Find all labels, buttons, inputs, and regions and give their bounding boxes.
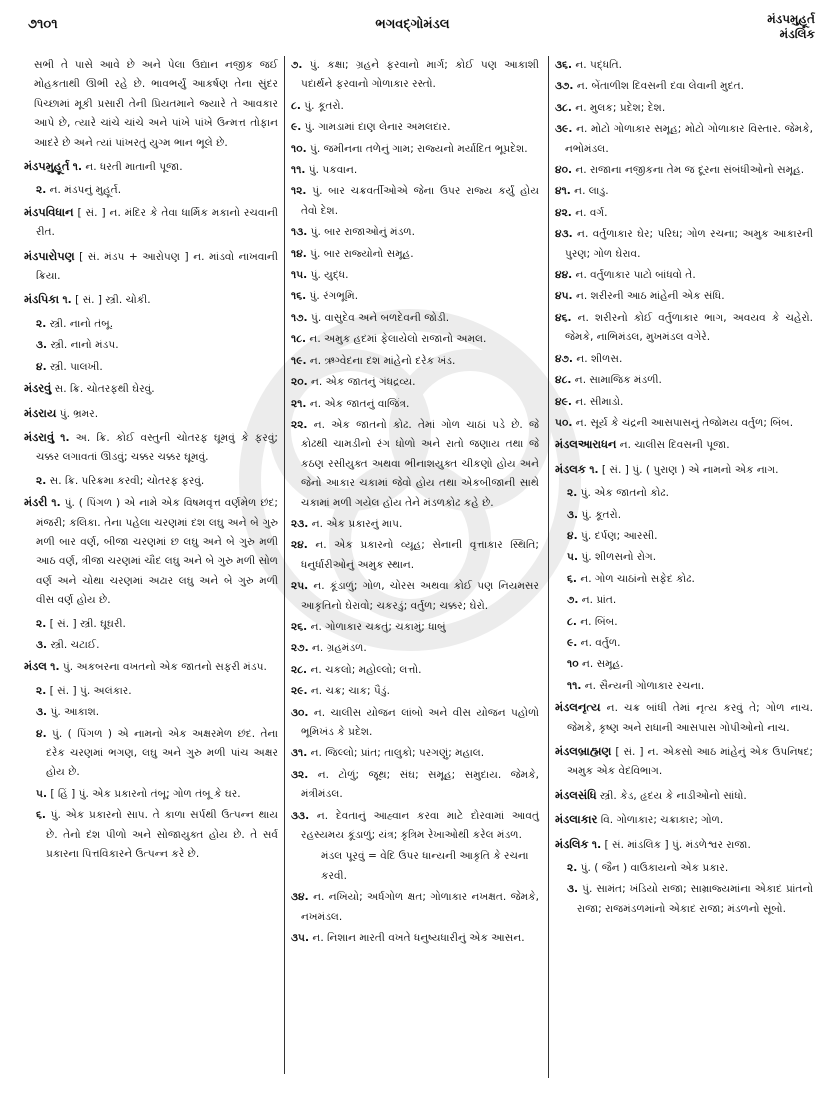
sense	[555, 182, 813, 201]
sense	[36, 725, 278, 783]
sense	[567, 859, 813, 878]
sense-text: [ સં. ] સ્ત્રી. ઘૂઘરી.	[49, 617, 126, 630]
sense-number: ૪.	[567, 529, 578, 542]
sense	[291, 395, 539, 414]
sense	[555, 225, 813, 264]
sense	[291, 536, 539, 575]
sense-text: પું. સામંત; ખંડિયો રાજા; સામ્રાજ્યમાંના એકાદ પ્રાંતનો રાજા; રાજમંડળમાંનો એકાદ રાજા; મંડળનો સૂબો.	[577, 883, 813, 915]
sense-text: ન. વર્તુળ.	[580, 636, 621, 649]
sense-number: ૪.	[36, 360, 47, 373]
sense-number: ૨૯.	[291, 685, 308, 698]
sense-number: ૪૯.	[555, 395, 572, 408]
sense-number: ૪૦.	[555, 164, 572, 177]
sense-text: ન. બેંતાળીશ દિવસની દવા લેવાની મુદત.	[576, 80, 744, 93]
sense-number: ૨૨.	[291, 418, 308, 431]
sense-number: ૪૪.	[555, 269, 573, 282]
sense	[291, 577, 539, 616]
sense-text: પું. આકાશ.	[50, 706, 100, 719]
sense	[36, 703, 278, 722]
sense-text: [ સં. ] પું. અલંકાર.	[49, 684, 132, 697]
sense-text: ન. જિલ્લો; પ્રાંત; તાલુકો; પરગણું; મહાલ.	[310, 747, 485, 760]
sense-number: ૨૫.	[291, 580, 309, 593]
sense-text: ન. શરીરનો કોઈ વર્તુળાકાર ભાગ, અવયવ કે ચહેરો. જેમકે, નાભિમંડલ, મુખમંડલ વગેરે.	[565, 311, 813, 344]
sense-text: ન. સમૂહ.	[581, 658, 624, 671]
usage-note: મંડલ પૂરવું = વેદિ ઉપર ધાન્યની આકૃતિ કે રચના કરવી.	[321, 850, 529, 882]
sense-number: ૬.	[36, 809, 46, 822]
entry-headline	[24, 493, 278, 610]
sense-number: ૧.	[51, 497, 61, 510]
sense-number: ૧૨.	[291, 185, 307, 198]
sense-text: ન. નખિયો; અર્ધગોળ ક્ષત; ગોળાકાર નખક્ષત. જેમકે, નખમંડલ.	[301, 891, 539, 923]
sense-text: ન. સીમાડો.	[575, 395, 624, 408]
sense	[36, 336, 278, 355]
sense-text: પું. દર્પણ; આરસી.	[580, 529, 658, 542]
sense	[291, 807, 539, 846]
sense-text: પું. ( પિંગળ ) એ નામનો એક અક્ષરમેળ છંદ. તેના દરેક ચરણમાં ભગણ, લઘુ અને ગુરુ મળી પાંચ અક્ષર હોય છે.	[46, 727, 278, 779]
headword: મંડલ	[24, 659, 47, 674]
entry-headline	[24, 157, 278, 177]
sense	[36, 806, 278, 864]
sense-number: ૨૮.	[291, 663, 308, 676]
sense-text: પું. બાર રાજાઓનું મંડળ.	[310, 226, 416, 239]
sense	[291, 287, 539, 306]
sense-text: ન. એક જાતનો કોઢ. તેમાં ગોળ ચાઠાં પડે છે. જે કોઢથી ચામડીનો રંગ ધોળો અને રાતો જણાય તથા જે કઠણ રસીયુક્ત અથવા ભીનાશયુક્ત ચીકણો હોય અને જેનો આકાર ચકામાં જેવો હોય તથા એકબીજાની સાથે ચકામાં મળી ગયેલ હોય તેને મંડળકોઢ કહે છે.	[301, 418, 540, 509]
sense	[291, 352, 539, 371]
sense	[291, 223, 539, 242]
sense-text: પું. કક્ષા; ગ્રહને ફરવાનો માર્ગ; કોઈ પણ આકાશી પદાર્થને ફરવાનો ગોળાકાર રસ્તો.	[301, 59, 539, 91]
sense-text: પું. ભ્રમર.	[59, 407, 99, 420]
entry-headline	[555, 835, 813, 855]
sense-text: ન. લાડુ.	[574, 185, 609, 198]
sense-number: ૧.	[62, 294, 72, 307]
headword: મંડલાકાર	[555, 812, 598, 827]
sense	[36, 472, 278, 491]
sense	[291, 744, 539, 763]
sense-number: ૮.	[567, 615, 577, 628]
sense-text: પું. કૂતરો.	[581, 508, 622, 521]
sense-text: પું. શીળસનો રોગ.	[581, 551, 657, 564]
sense-number: ૩૯.	[555, 123, 573, 136]
sense-number: ૩૦.	[291, 706, 309, 719]
sense-number: ૪૭.	[555, 352, 573, 365]
sense-text: ન. વર્તુળાકાર ઘેર; પરિઘ; ગોળ રચના; અમુક આકારની પુરણ; ગોળ ઘેરાવ.	[565, 228, 813, 260]
sense-number: ૧૧.	[291, 164, 306, 177]
sense-number: ૫૦.	[555, 416, 573, 429]
sense	[555, 99, 813, 118]
dictionary-columns	[0, 56, 825, 1086]
sense-text: પું. બાર રાજ્યોનો સમૂહ.	[310, 247, 414, 260]
sense-number: ૨૦.	[291, 376, 308, 389]
sense-text: પું. યુદ્ધ.	[310, 269, 349, 282]
sense-number: ૪૫.	[555, 290, 573, 303]
sense	[567, 613, 813, 632]
sense-text: [ સં. ] સ્ત્રી. ચોકી.	[75, 294, 151, 307]
headword: મંડપવિધાન	[24, 204, 74, 219]
sense	[36, 358, 278, 377]
headword: મંડલનૃત્ય	[555, 700, 601, 715]
sense	[555, 77, 813, 96]
sense	[291, 416, 539, 513]
page-number: ૭૧૦૧	[28, 17, 58, 32]
sense	[555, 414, 813, 433]
sense-number: ૨.	[567, 862, 578, 875]
sense-number: ૧૭.	[291, 311, 308, 324]
sense-text: ન. ચાલીસ દિવસની પૂજા.	[619, 439, 730, 452]
entry-headline	[555, 698, 813, 738]
sense-text: ન. મુલક; પ્રદેશ; દેશ.	[575, 101, 666, 114]
dictionary-entry	[24, 404, 278, 424]
sense	[291, 140, 539, 159]
dictionary-entry	[24, 657, 278, 864]
sense-text: ન. એક જાતનું વાજિંત્ર.	[309, 397, 410, 410]
column-1-entries	[24, 157, 278, 864]
continued-text	[24, 56, 278, 153]
sense	[291, 373, 539, 392]
sense	[291, 330, 539, 349]
dictionary-entry	[24, 290, 278, 377]
sense-text: ન. મોટો ગોળાકાર સમૂહ; મોટો ગોળાકાર વિસ્તાર. જેમકે, નભોમંડલ.	[565, 123, 813, 155]
sense-text: પું. એક પ્રકારનો સાપ. તે કાળા સર્પથી ઉત્પન્ન થાય છે. તેનો દંશ પીળો અને સોજાયુક્ત હોય છે. તે સર્વ પ્રકારના પિત્તવિકારને ઉત્પન્ન કરે છે.	[46, 809, 278, 861]
sense-text: પું. જમીનના તળેનું ગામ; રાજ્યનો મર્યાદિત ભૂપ્રદેશ.	[309, 142, 528, 155]
sense-text: સ્ત્રી. કેડ, હૃદય કે નાડીઓનો સાંધો.	[599, 789, 747, 802]
sense	[567, 570, 813, 589]
sense	[555, 393, 813, 412]
sense-text: પું. વાસુદેવ અને બળદેવની જોડી.	[310, 311, 450, 324]
entry-headline	[24, 290, 278, 310]
sense-number: ૩.	[36, 706, 48, 719]
sense-number: ૧.	[50, 661, 60, 674]
sense-text: પું. કૂતરો.	[304, 99, 344, 112]
sense-number: ૪૬.	[555, 311, 572, 324]
dictionary-entry	[555, 786, 813, 806]
column-divider	[548, 56, 549, 1078]
sense-text: ન. ગ્રહમંડળ.	[311, 642, 367, 655]
sense	[36, 636, 278, 655]
sense-text: પું. રંગભૂમિ.	[309, 290, 359, 303]
sense-text: ન. મંડપનું મુહૂર્ત.	[49, 184, 122, 197]
sense-text: ન. ચક્ર બાંધી તેમાં નૃત્ય કરવું તે; ગોળ નાચ. જેમકે, કૃષ્ણ અને રાધાની આસપાસ ગોપીઓનો નાચ.	[567, 702, 813, 734]
running-title: ભગવદ્ગોમંડલ	[375, 17, 450, 32]
entry-headline	[555, 460, 813, 480]
entry-headline	[24, 379, 278, 399]
headword: મંડરાય	[24, 405, 57, 420]
sense	[291, 661, 539, 680]
sense-text: ન. ટોળું; જૂથ; સંઘ; સમૂહ; સમુદાય. જેમકે, મંત્રીમંડલ.	[301, 768, 539, 801]
sense-number: ૨.	[36, 474, 47, 487]
sense-text: [ સં. મંડપ + આરોપણ ] ન. માંડવો નાખવાની ક્રિયા.	[36, 250, 278, 283]
sense	[291, 97, 539, 116]
sense	[291, 56, 539, 95]
sense-number: ૩૩.	[291, 809, 310, 822]
sense	[567, 655, 813, 674]
dictionary-entry	[24, 493, 278, 655]
sense	[291, 682, 539, 701]
column-3-senses	[555, 56, 813, 433]
column-1	[24, 56, 278, 866]
sense	[36, 181, 278, 200]
dictionary-entry	[555, 460, 813, 696]
column-2-senses	[291, 56, 539, 948]
column-3	[555, 56, 813, 921]
dictionary-entry	[555, 698, 813, 738]
sense-number: ૫.	[567, 551, 578, 564]
sense	[291, 245, 539, 264]
sense	[567, 484, 813, 503]
entry-headline	[555, 742, 813, 782]
sense-number: ૨૧.	[291, 397, 307, 410]
sense	[567, 591, 813, 610]
sense	[567, 880, 813, 919]
dictionary-entry	[24, 203, 278, 243]
sense	[291, 888, 539, 927]
sense-number: ૩.	[567, 883, 579, 896]
sense-text: [ હિં ] પું. એક પ્રકારનો તંબૂ; ગોળ તંબૂ કે ઘર.	[50, 787, 241, 800]
sense	[555, 120, 813, 159]
entry-headline	[24, 404, 278, 424]
headword: મંડરવું	[24, 381, 52, 396]
sense-text: [ સં. માંડલિક ] પું. મંડળેશ્વર રાજા.	[604, 838, 751, 851]
guide-words	[767, 12, 815, 42]
headword: મંડપારોપણ	[24, 248, 75, 263]
sense-text: ન. ધરતી માતાની પૂજા.	[85, 161, 183, 174]
sense-text: પું. અકબરના વખતનો એક જાતનો સફરી મંડપ.	[62, 661, 267, 674]
sense-text: ન. ઋગ્વેદના દશ માંહેનો દરેક ખંડ.	[309, 354, 456, 367]
sense	[36, 315, 278, 334]
sense-text: ન. સૈન્યની ગોળાકાર રચના.	[584, 679, 705, 692]
headword: મંડલઆરાધન	[555, 437, 617, 452]
sense	[555, 266, 813, 285]
sense-number: ૧.	[591, 838, 602, 851]
dictionary-entry	[24, 379, 278, 399]
headword: મંડરાવું	[24, 429, 55, 444]
sense-text: ન. કૂંડાળું; ગોળ, ચોરસ અથવા કોઈ પણ નિયમસર આકૃતિનો ઘેરાવો; ચકરડું; વર્તુળ; ચક્કર; ઘેરો.	[301, 580, 539, 612]
headword: મંડલબ્રાહ્મણ	[555, 744, 612, 758]
sense	[555, 350, 813, 369]
sense-number: ૩૨.	[291, 768, 309, 781]
sense-text: પું. બાર ચક્રવર્તીઓએ જેના ઉપર રાજ્ય કર્યું હોય તેવો દેશ.	[301, 185, 539, 217]
sense	[567, 677, 813, 696]
sense-number: ૨.	[36, 317, 47, 330]
sense	[291, 618, 539, 637]
sense	[36, 785, 278, 804]
sense-text: ન. ચક્ર; ચાક; પૈડું.	[310, 685, 390, 698]
sense	[291, 161, 539, 180]
sense-number: ૯.	[291, 121, 302, 134]
sense-text: ન. વર્તુળાકાર પાટો બાંધવો તે.	[575, 269, 696, 282]
sense	[291, 266, 539, 285]
headword: મંડપિકા	[24, 292, 60, 307]
headword: મંડલક	[555, 461, 586, 476]
sense-number: ૧૫.	[291, 269, 308, 282]
sense-number: ૧.	[60, 431, 70, 444]
sense-number: ૨.	[567, 487, 578, 500]
sense	[555, 56, 813, 75]
sense-text: ન. ગોળ ચાઠાંનો સફેદ કોઢ.	[580, 572, 695, 585]
sense-number: ૨.	[36, 617, 47, 630]
sense-text: ન. શરીરની આઠ માંહેની એક સંધિ.	[575, 290, 725, 303]
sense-text: ન. એક પ્રકારનું માપ.	[311, 517, 403, 530]
sense-text: પું. ગામડામાં દાણ લેનાર અમલદાર.	[304, 121, 451, 134]
sense-text: સ્ત્રી. પાલખી.	[49, 360, 103, 373]
sense-text: ન. ચાલીસ યોજન લાંબો અને વીસ યોજન પહોળો ભૂમિખંડ કે પ્રદેશ.	[301, 706, 539, 738]
sense	[567, 548, 813, 567]
sense	[567, 634, 813, 653]
dictionary-entry	[555, 835, 813, 920]
dictionary-entry	[24, 428, 278, 491]
sense-number: ૩૬.	[555, 59, 573, 71]
sense-number: ૮.	[291, 99, 301, 112]
sense-text: ન. નિશાન મારતી વખતે ધનુષ્યધારીનું એક આસન.	[312, 932, 525, 945]
sense-text: સ્ત્રી. નાનો તંબૂ.	[49, 317, 114, 330]
sense	[567, 506, 813, 525]
sense-number: ૧૦	[567, 658, 579, 671]
sense-number: ૨.	[36, 184, 47, 197]
sense-number: ૭.	[291, 59, 303, 71]
entry-headline	[24, 657, 278, 677]
column-3-entries	[555, 435, 813, 919]
sense-number: ૨૭.	[291, 642, 309, 655]
sense	[567, 527, 813, 546]
sense-text: ન. શીળસ.	[576, 352, 623, 365]
sense-number: ૧૦.	[291, 142, 307, 155]
sense-number: ૨૩.	[291, 517, 309, 530]
guide-word-last: મંડલિક	[779, 27, 815, 41]
sense-number: ૪.	[36, 727, 47, 740]
sense	[291, 515, 539, 534]
entry-headline	[555, 435, 813, 455]
headword: મંડલસંધિ	[555, 787, 597, 802]
sense-text: પું. ( જૈન ) વાઉકાયનો એક પ્રકાર.	[580, 862, 729, 875]
sense-number: ૩૧.	[291, 747, 308, 760]
sense	[555, 287, 813, 306]
page-header	[0, 0, 825, 50]
dictionary-entry	[555, 435, 813, 455]
sense-text: ન. બિંબ.	[580, 615, 618, 628]
sense-number: ૨૬.	[291, 620, 308, 633]
sense	[36, 615, 278, 634]
sense-text: સ્ત્રી. ચટાઈ.	[50, 638, 100, 651]
column-divider	[284, 56, 285, 1074]
entry-headline	[24, 247, 278, 287]
sense-number: ૩૫.	[291, 932, 310, 945]
sense-text: સ્ત્રી. નાનો મંડપ.	[50, 339, 119, 352]
headword: મંડપમુહૂર્ત	[24, 159, 70, 174]
sense-text: વિ. ગોળાકાર; ચક્રાકાર; ગોળ.	[600, 814, 724, 827]
sense-number: ૩.	[36, 638, 48, 651]
sense-text: ન. એક પ્રકારનો વ્યૂહ; સેનાની વૃત્તાકાર સ્થિતિ; ધનુર્ધારીઓનું અમુક સ્થાન.	[301, 539, 540, 571]
sense-text: સ. ક્રિ. પરિક્રમા કરવી; ચોતરફ ફરવું.	[49, 474, 205, 487]
sense-text: ન. ચકલો; મહોલ્લો; લત્તો.	[310, 663, 422, 676]
sense-text: ન. રાજાના નજીકના તેમ જ દૂરના સંબંધીઓનો સમૂહ.	[575, 164, 805, 177]
sense	[555, 161, 813, 180]
sense-number: ૩૭.	[555, 80, 574, 93]
sense-text: અ. ક્રિ. કોઈ વસ્તુની ચોતરફ ઘૂમવું કે ફરવું; ચક્કર લગાવતાં ઊડવું; ચક્કર ચક્કર ઘૂમવું.	[36, 431, 278, 464]
sense-text: સ. ક્રિ. ચોતરફથી ઘેરવું.	[54, 383, 155, 396]
sense	[36, 682, 278, 701]
sense	[291, 118, 539, 137]
sense-text: ન. સામાજિક મંડળી.	[574, 374, 662, 387]
column-2	[291, 56, 539, 950]
sense-number: ૯.	[567, 636, 578, 649]
dictionary-entry	[555, 742, 813, 782]
entry-headline	[555, 810, 813, 830]
sense	[291, 182, 539, 221]
sense	[291, 639, 539, 658]
sense	[555, 309, 813, 348]
sense	[291, 766, 539, 805]
sense-text: પું. એક જાતનો કોઢ.	[580, 487, 670, 500]
sense-number: ૧૬.	[291, 290, 307, 303]
sense	[555, 371, 813, 390]
sense-number: ૫.	[36, 787, 47, 800]
sense-text: પું. પકવાન.	[308, 164, 358, 177]
headword: મંડલિક	[555, 836, 589, 851]
sense-number: ૧.	[72, 161, 82, 174]
sense-text: [ સં. ] ન. એકસો આઠ માંહેનું એક ઉપનિષદ; અમુક એક વેદવિભાગ.	[567, 746, 813, 778]
sense-text: ન. દેવતાનું આહ્વાન કરવા માટે દોરવામાં આવતું રહસ્યમય કૂંડાળું; યંત્ર; કૃત્રિમ રેખાઓથી કરેલ મંડળ.	[301, 809, 539, 842]
sense-number: ૧૮.	[291, 333, 307, 346]
entry-headline	[555, 786, 813, 806]
sense-text: [ સં. ] ન. મંદિર કે તેવા ધાર્મિક મકાનો રચવાની રીત.	[36, 206, 279, 239]
sense-number: ૧.	[589, 463, 599, 476]
continued-text-body: સભી તે પાસે આવે છે અને પેલા ઉદ્યાન નજીક જઈ મોહકતાથી ઊભી રહે છે. ભાવભર્યું આકર્ષણ તેના સુંદર પિચ્છામાં મૂકી પ્રસારી તેની પ્રિયતમાને જ્યારે તે આવકાર આપે છે, ત્યારે ચાંચે ચાંચે અને પાંખે પાંખે ઉન્મત્ત તોફાન આદરે છે અને ત્યાં પાંખરતું યુગ્મ ભાન ભૂલે છે.	[34, 59, 278, 149]
sense	[291, 309, 539, 328]
sense-number: ૧૧.	[567, 679, 582, 692]
dictionary-entry	[555, 810, 813, 830]
sense-text: ન. ગોળાકાર ચકતું; ચકામું; ધાબું	[310, 620, 446, 633]
sense-number: ૧૯.	[291, 354, 307, 367]
sense-number: ૬.	[567, 572, 577, 585]
headword: મંડરી	[24, 495, 48, 510]
sense-text: ન. અમુક હદમાં ફેલાયેલો રાજાનો અમલ.	[309, 333, 487, 346]
sense	[291, 929, 539, 948]
sense-text: ન. સૂર્ય કે ચંદ્રની આસપાસનું તેજોમય વર્તુળ; બિંબ.	[575, 416, 794, 429]
sense-number: ૩.	[567, 508, 579, 521]
entry-headline	[24, 203, 278, 243]
sense-text: પું. ( પિંગળ ) એ નામે એક વિષમવૃત્ત વર્ણમેળ છંદ; મંજરી; કલિકા. તેના પહેલા ચરણમાં દશ લઘુ અને બે ગુરુ મળી બાર વર્ણ, બીજા ચરણમાં છ લઘુ અને બે ગુરુ મળી આઠ વર્ણ, ત્રીજા ચરણમાં ચૌદ લઘુ અને બે ગુરુ મળી સોળ વર્ણ અને ચોથા ચરણમાં અઢાર લઘુ અને બે ગુરુ મળી વીસ વર્ણ હોય છે.	[36, 497, 278, 607]
sense-number: ૪૨.	[555, 206, 572, 219]
sense-number: ૩૪.	[291, 891, 309, 904]
sense-number: ૧૪.	[291, 247, 307, 260]
guide-word-first: મંડપમુહૂર્ત	[767, 12, 815, 26]
sense-number: ૨.	[36, 684, 47, 697]
sense-number: ૭.	[567, 594, 579, 607]
entry-headline	[24, 428, 278, 468]
dictionary-entry	[24, 247, 278, 287]
dictionary-entry	[24, 157, 278, 201]
sense-text: ન. એક જાતનું ગંધદ્રવ્ય.	[311, 376, 416, 389]
sense-number: ૩૮.	[555, 101, 572, 114]
sense	[555, 204, 813, 223]
sense-text: ન. પદ્ધતિ.	[575, 59, 622, 71]
sense-number: ૪૮.	[555, 374, 572, 387]
sense-number: ૪૩.	[555, 228, 573, 241]
sense-text: [ સં. ] પું. ( પુરાણ ) એ નામનો એક નાગ.	[601, 463, 779, 476]
sense-text: ન. વર્ગ.	[575, 206, 608, 219]
sense	[291, 704, 539, 743]
sense-number: ૨૪.	[291, 539, 308, 552]
sense-number: ૩.	[36, 339, 48, 352]
sense-text: ન. પ્રાંત.	[581, 594, 617, 607]
sense-number: ૧૩.	[291, 226, 308, 239]
sense-number: ૪૧.	[555, 185, 571, 198]
